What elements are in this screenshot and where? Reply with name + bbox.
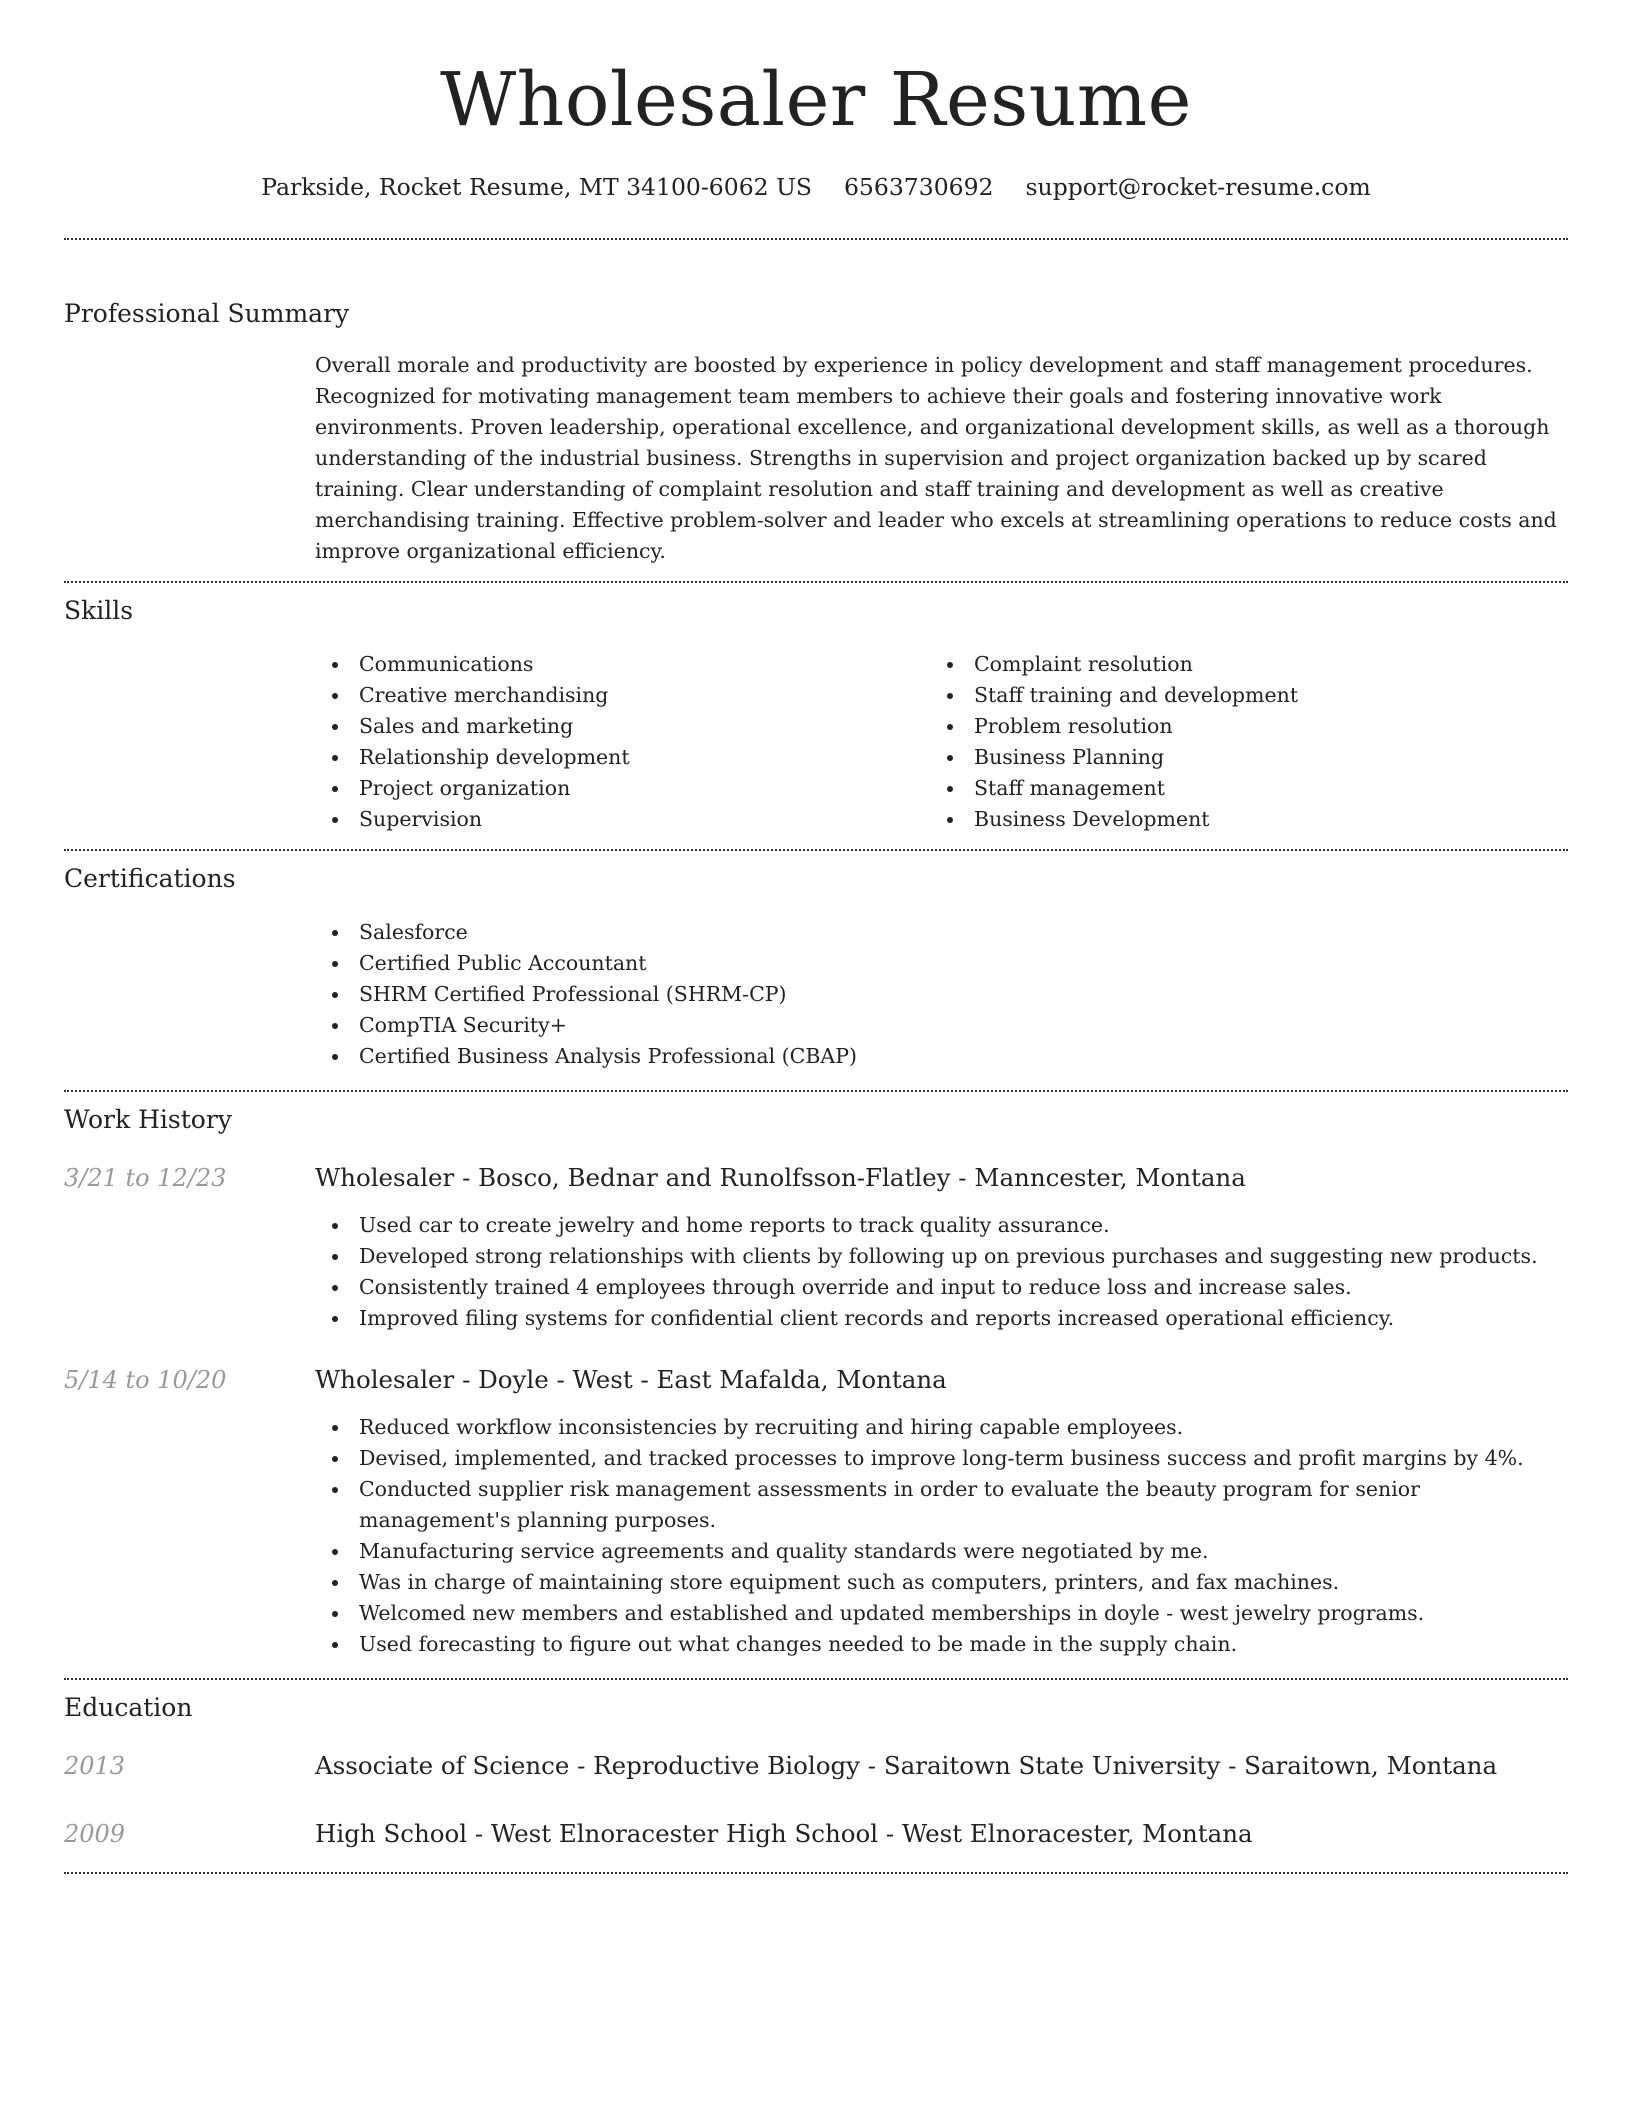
work-history-heading: Work History (64, 1105, 232, 1134)
job-title: Wholesaler (315, 1365, 455, 1394)
contact-email[interactable]: support@rocket-resume.com (1025, 173, 1371, 201)
list-item: Staff management (930, 773, 1568, 804)
education-year: 2013 (64, 1752, 126, 1780)
skills-heading: Skills (64, 596, 134, 625)
list-item: Supervision (315, 804, 930, 835)
list-item: Certified Public Accountant (315, 948, 1568, 979)
job-bullets (315, 1210, 1568, 1334)
list-item: Staff training and development (930, 680, 1568, 711)
education-degree: Associate of Science - Reproductive Biology (315, 1751, 860, 1780)
education-entry (64, 1750, 1568, 1782)
summary-section (64, 240, 1568, 567)
education-entry (64, 1818, 1568, 1850)
list-item: Used car to create jewelry and home reports to track quality assurance. (315, 1210, 1568, 1241)
contact-phone: 6563730692 (843, 173, 994, 201)
divider (64, 1872, 1568, 1874)
job-dates: 5/14 to 10/20 (64, 1366, 227, 1394)
education-details: - West Elnoracester High School - West Elnoracester, Montana (467, 1819, 1253, 1848)
job-details: - Bosco, Bednar and Runolfsson-Flatley - Manncester, Montana (454, 1163, 1246, 1192)
list-item: Project organization (315, 773, 930, 804)
list-item: CompTIA Security+ (315, 1010, 1568, 1041)
resume-title: Wholesaler Resume (440, 57, 1192, 143)
list-item: Used forecasting to figure out what changes needed to be made in the supply chain. (315, 1629, 1568, 1660)
list-item: Business Development (930, 804, 1568, 835)
job-heading (315, 1364, 947, 1396)
list-item: Creative merchandising (315, 680, 930, 711)
job-bullets (315, 1412, 1568, 1660)
list-item: Relationship development (315, 742, 930, 773)
list-item: Sales and marketing (315, 711, 930, 742)
certifications-heading: Certifications (64, 864, 236, 893)
education-heading: Education (64, 1693, 193, 1722)
job-title: Wholesaler (315, 1163, 455, 1192)
certifications-section (64, 851, 1568, 1072)
job-details: - Doyle - West - East Mafalda, Montana (454, 1365, 947, 1394)
list-item: Welcomed new members and established and updated memberships in doyle - west jewelry programs. (315, 1598, 1568, 1629)
list-item: Salesforce (315, 917, 1568, 948)
education-heading-line (315, 1750, 1497, 1782)
summary-text: Overall morale and productivity are boosted by experience in policy development and staff management procedures. Recognized for motivating management team members to achieve their goals and fostering innovative work environments. Proven leadership, operational excellence, and organizational development skills, as well as a thorough understanding of the industrial business. Strengths in supervision and project organization backed up by scared training. Clear understanding of complaint resolution and staff training and development as well as creative merchandising training. Effective problem-solver and leader who excels at streamlining operations to reduce costs and improve organizational efficiency. (315, 353, 1557, 563)
education-heading-line (315, 1818, 1253, 1850)
skills-section (64, 583, 1568, 835)
contact-line (64, 172, 1568, 202)
job-dates: 3/21 to 12/23 (64, 1164, 227, 1192)
list-item: Certified Business Analysis Professional (CBAP) (315, 1041, 1568, 1072)
list-item: Manufacturing service agreements and quality standards were negotiated by me. (315, 1536, 1568, 1567)
certifications-list (315, 917, 1568, 1072)
list-item: Consistently trained 4 employees through override and input to reduce loss and increase sales. (315, 1272, 1568, 1303)
education-section (64, 1680, 1568, 1850)
list-item: Developed strong relationships with clients by following up on previous purchases and suggesting new products. (315, 1241, 1568, 1272)
list-item: Communications (315, 649, 930, 680)
job-heading (315, 1162, 1246, 1194)
education-year: 2009 (64, 1820, 126, 1848)
summary-heading: Professional Summary (64, 299, 350, 328)
education-details: - Saraitown State University - Saraitown, Montana (859, 1751, 1498, 1780)
list-item: Conducted supplier risk management assessments in order to evaluate the beauty program for senior management's planning purposes. (315, 1474, 1568, 1536)
job-entry (64, 1364, 1568, 1660)
list-item: Problem resolution (930, 711, 1568, 742)
skills-list-left (315, 649, 930, 835)
list-item: Was in charge of maintaining store equipment such as computers, printers, and fax machines. (315, 1567, 1568, 1598)
contact-address: Parkside, Rocket Resume, MT 34100-6062 US (261, 173, 812, 201)
work-history-section (64, 1092, 1568, 1660)
list-item: Improved filing systems for confidential client records and reports increased operational efficiency. (315, 1303, 1568, 1334)
education-degree: High School (315, 1819, 468, 1848)
skills-list-right (930, 649, 1568, 835)
job-entry (64, 1162, 1568, 1334)
list-item: Complaint resolution (930, 649, 1568, 680)
list-item: SHRM Certified Professional (SHRM-CP) (315, 979, 1568, 1010)
list-item: Business Planning (930, 742, 1568, 773)
list-item: Reduced workflow inconsistencies by recruiting and hiring capable employees. (315, 1412, 1568, 1443)
list-item: Devised, implemented, and tracked processes to improve long-term business success and profit margins by 4%. (315, 1443, 1568, 1474)
